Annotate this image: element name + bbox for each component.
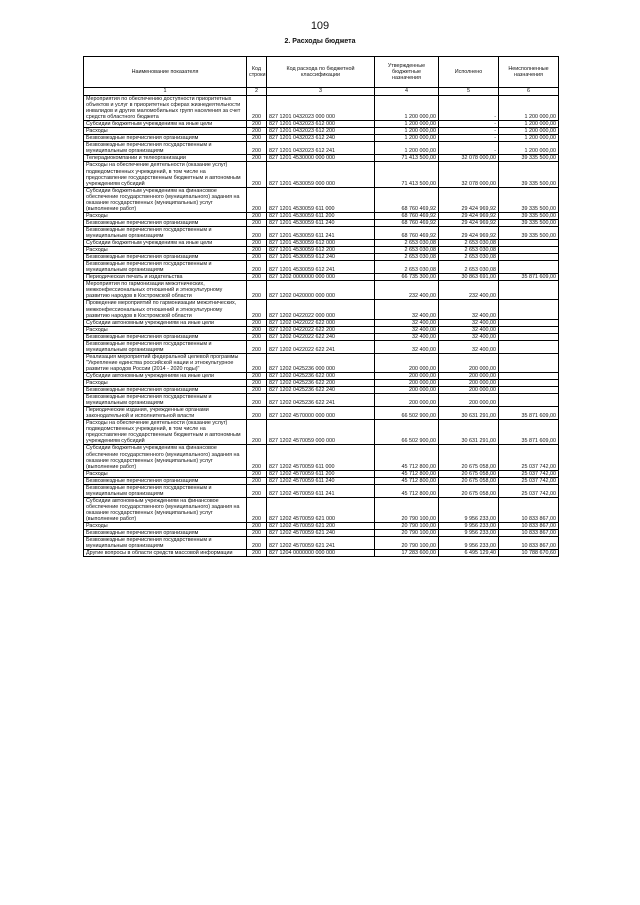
row-name-cell: Периодическая печать и издательства xyxy=(84,274,247,281)
row-approved-cell: 32 400,00 xyxy=(375,333,439,340)
row-unexecuted-cell: 35 871 609,00 xyxy=(499,407,559,420)
row-name-cell: Субсидии бюджетным учреждениям на иные цели xyxy=(84,240,247,247)
row-name-cell: Безвозмездные перечисления организациям xyxy=(84,530,247,537)
row-kbk-cell: 827 1202 0422022 622 241 xyxy=(267,340,375,353)
row-executed-cell: 32 400,00 xyxy=(439,300,499,319)
row-unexecuted-cell: 10 788 670,60 xyxy=(499,550,559,557)
row-name-cell: Расходы xyxy=(84,380,247,387)
row-name-cell: Расходы на обеспечение деятельности (оказание услуг) подведомственных учреждений, в том числе на предоставление государственным бюджетным и автономным учреждениям субсидий xyxy=(84,162,247,187)
row-approved-cell: 200 000,00 xyxy=(375,372,439,379)
row-executed-cell: 2 653 030,08 xyxy=(439,254,499,261)
row-approved-cell: 71 413 500,00 xyxy=(375,155,439,162)
row-name-cell: Безвозмездные перечисления организациям xyxy=(84,387,247,394)
row-kbk-cell: 827 1202 4570059 621 200 xyxy=(267,523,375,530)
col-header-name: Наименование показателя xyxy=(84,57,247,88)
row-unexecuted-cell: 10 833 867,00 xyxy=(499,530,559,537)
row-unexecuted-cell xyxy=(499,340,559,353)
table-row xyxy=(84,326,559,333)
row-unexecuted-cell xyxy=(499,353,559,372)
row-name-cell: Мероприятия по гармонизации межэтнических, межконфессиональных отношений и этнокультурному развитию народов в Костромской области xyxy=(84,281,247,300)
table-row xyxy=(84,353,559,372)
col-number: 6 xyxy=(499,88,559,96)
table-row xyxy=(84,300,559,319)
row-name-cell: Безвозмездные перечисления государственным и муниципальным организациям xyxy=(84,340,247,353)
row-unexecuted-cell: 1 200 000,00 xyxy=(499,135,559,142)
row-executed-cell: 20 675 058,00 xyxy=(439,470,499,477)
row-executed-cell: 30 631 291,00 xyxy=(439,407,499,420)
row-executed-cell: 32 400,00 xyxy=(439,326,499,333)
row-approved-cell: 20 790 100,00 xyxy=(375,530,439,537)
row-executed-cell: 9 956 233,00 xyxy=(439,537,499,550)
row-approved-cell: 66 735 300,00 xyxy=(375,274,439,281)
row-kbk-cell: 827 1202 4570059 611 200 xyxy=(267,470,375,477)
row-executed-cell: 2 653 030,08 xyxy=(439,240,499,247)
row-kbk-cell: 827 1201 0432023 612 000 xyxy=(267,121,375,128)
row-kbk-cell: 827 1202 4570059 611 000 xyxy=(267,445,375,470)
row-unexecuted-cell: 39 335 500,00 xyxy=(499,226,559,239)
row-code-cell: 200 xyxy=(247,372,267,379)
row-name-cell: Безвозмездные перечисления государственным и муниципальным организациям xyxy=(84,537,247,550)
table-header-row xyxy=(84,57,559,88)
row-approved-cell: 66 502 900,00 xyxy=(375,407,439,420)
row-executed-cell: 9 956 233,00 xyxy=(439,530,499,537)
col-header-approved: Утвержденные бюджетные назначения xyxy=(375,57,439,88)
section-title: 2. Расходы бюджета xyxy=(284,38,356,45)
col-header-code: Код строки xyxy=(247,57,267,88)
row-unexecuted-cell xyxy=(499,300,559,319)
row-approved-cell: 232 400,00 xyxy=(375,281,439,300)
row-code-cell: 200 xyxy=(247,407,267,420)
row-kbk-cell: 827 1202 4570059 621 241 xyxy=(267,537,375,550)
row-unexecuted-cell: 39 335 500,00 xyxy=(499,212,559,219)
row-name-cell: Проведение мероприятий по гармонизации межэтнических, межконфессиональных отношений и этнокультурному развитию народов в Костромской области xyxy=(84,300,247,319)
row-kbk-cell: 827 1201 4530000 000 000 xyxy=(267,155,375,162)
row-name-cell: Безвозмездные перечисления организациям xyxy=(84,333,247,340)
row-executed-cell: 20 675 058,00 xyxy=(439,445,499,470)
table-row xyxy=(84,319,559,326)
row-unexecuted-cell xyxy=(499,387,559,394)
table-body xyxy=(84,96,559,557)
row-executed-cell: 30 863 691,00 xyxy=(439,274,499,281)
row-unexecuted-cell xyxy=(499,261,559,274)
row-code-cell: 200 xyxy=(247,420,267,445)
row-executed-cell: 232 400,00 xyxy=(439,281,499,300)
row-name-cell: Субсидии бюджетным учреждениям на финансовое обеспечение государственного (муниципального) задания на оказание государственных (муниципальных) услуг (выполнение работ) xyxy=(84,187,247,212)
row-approved-cell: 200 000,00 xyxy=(375,353,439,372)
row-approved-cell: 68 760 469,92 xyxy=(375,212,439,219)
row-kbk-cell: 827 1202 4570059 000 000 xyxy=(267,420,375,445)
row-executed-cell: 2 653 030,08 xyxy=(439,261,499,274)
row-approved-cell: 200 000,00 xyxy=(375,387,439,394)
row-code-cell: 200 xyxy=(247,155,267,162)
row-kbk-cell: 827 1202 0422022 622 000 xyxy=(267,319,375,326)
row-approved-cell: 32 400,00 xyxy=(375,326,439,333)
row-approved-cell: 68 760 469,92 xyxy=(375,219,439,226)
row-unexecuted-cell: 25 037 742,00 xyxy=(499,477,559,484)
row-name-cell: Безвозмездные перечисления организациям xyxy=(84,135,247,142)
col-number: 3 xyxy=(267,88,375,96)
row-executed-cell: 20 675 058,00 xyxy=(439,484,499,497)
col-header-kbk: Код расхода по бюджетной классификации xyxy=(267,57,375,88)
row-unexecuted-cell: 35 871 609,00 xyxy=(499,274,559,281)
row-kbk-cell: 827 1202 4570000 000 000 xyxy=(267,407,375,420)
row-kbk-cell: 827 1202 0425236 622 000 xyxy=(267,372,375,379)
table-row xyxy=(84,420,559,445)
row-approved-cell: 2 653 030,08 xyxy=(375,240,439,247)
row-name-cell: Безвозмездные перечисления организациям xyxy=(84,219,247,226)
row-executed-cell: 9 956 233,00 xyxy=(439,497,499,522)
row-kbk-cell: 827 1201 0432023 612 240 xyxy=(267,135,375,142)
table-row xyxy=(84,407,559,420)
col-header-executed: Исполнено xyxy=(439,57,499,88)
row-code-cell: 200 xyxy=(247,326,267,333)
row-approved-cell: 1 200 000,00 xyxy=(375,96,439,121)
col-number: 5 xyxy=(439,88,499,96)
row-executed-cell: 200 000,00 xyxy=(439,394,499,407)
row-unexecuted-cell xyxy=(499,380,559,387)
row-kbk-cell: 827 1202 0000000 000 000 xyxy=(267,274,375,281)
row-executed-cell: 32 078 000,00 xyxy=(439,155,499,162)
row-name-cell: Безвозмездные перечисления государственным и муниципальным организациям xyxy=(84,226,247,239)
row-unexecuted-cell: 39 335 500,00 xyxy=(499,162,559,187)
row-kbk-cell: 827 1202 4570059 621 000 xyxy=(267,497,375,522)
row-kbk-cell: 827 1202 0422022 000 000 xyxy=(267,300,375,319)
row-executed-cell: 29 424 969,92 xyxy=(439,219,499,226)
table-row xyxy=(84,187,559,212)
row-executed-cell: 200 000,00 xyxy=(439,387,499,394)
row-name-cell: Реализация мероприятий федеральной целевой программы "Укрепление единства российской нации и этнокультурное развитие народов России (2014 - 2020 годы)" xyxy=(84,353,247,372)
row-executed-cell: - xyxy=(439,135,499,142)
table-row xyxy=(84,523,559,530)
row-executed-cell: - xyxy=(439,121,499,128)
row-unexecuted-cell xyxy=(499,240,559,247)
row-kbk-cell: 827 1202 4570059 621 240 xyxy=(267,530,375,537)
row-unexecuted-cell xyxy=(499,254,559,261)
row-kbk-cell: 827 1201 0432023 612 200 xyxy=(267,128,375,135)
row-unexecuted-cell: 1 200 000,00 xyxy=(499,121,559,128)
row-code-cell: 200 xyxy=(247,550,267,557)
row-name-cell: Безвозмездные перечисления государственным и муниципальным организациям xyxy=(84,484,247,497)
row-name-cell: Расходы xyxy=(84,523,247,530)
row-approved-cell: 32 400,00 xyxy=(375,340,439,353)
row-kbk-cell: 827 1201 4530059 000 000 xyxy=(267,162,375,187)
row-unexecuted-cell: 35 871 609,00 xyxy=(499,420,559,445)
row-approved-cell: 20 790 100,00 xyxy=(375,497,439,522)
row-code-cell: 200 xyxy=(247,340,267,353)
row-code-cell: 200 xyxy=(247,240,267,247)
table-row xyxy=(84,135,559,142)
row-code-cell: 200 xyxy=(247,261,267,274)
row-kbk-cell: 827 1201 4530059 611 000 xyxy=(267,187,375,212)
row-kbk-cell: 827 1202 0425236 622 241 xyxy=(267,394,375,407)
row-code-cell: 200 xyxy=(247,394,267,407)
row-kbk-cell: 827 1202 0425236 622 240 xyxy=(267,387,375,394)
col-number: 2 xyxy=(247,88,267,96)
row-name-cell: Расходы xyxy=(84,470,247,477)
table-row xyxy=(84,470,559,477)
row-approved-cell: 1 200 000,00 xyxy=(375,121,439,128)
row-kbk-cell: 827 1201 0432023 612 241 xyxy=(267,142,375,155)
row-name-cell: Расходы xyxy=(84,128,247,135)
row-unexecuted-cell: 10 833 867,00 xyxy=(499,523,559,530)
row-approved-cell: 200 000,00 xyxy=(375,394,439,407)
row-kbk-cell: 827 1201 4530059 612 200 xyxy=(267,247,375,254)
row-executed-cell: - xyxy=(439,96,499,121)
row-code-cell: 200 xyxy=(247,121,267,128)
row-unexecuted-cell: 25 037 742,00 xyxy=(499,470,559,477)
row-code-cell: 200 xyxy=(247,142,267,155)
row-executed-cell: 29 424 969,92 xyxy=(439,212,499,219)
row-code-cell: 200 xyxy=(247,300,267,319)
row-name-cell: Другие вопросы в области средств массовой информации xyxy=(84,550,247,557)
row-name-cell: Расходы на обеспечение деятельности (оказание услуг) подведомственных учреждений, в том числе на предоставление государственным бюджетным и автономным учреждениям субсидий xyxy=(84,420,247,445)
row-approved-cell: 2 653 030,08 xyxy=(375,261,439,274)
table-row xyxy=(84,484,559,497)
row-kbk-cell: 827 1202 0422022 622 240 xyxy=(267,333,375,340)
row-code-cell: 200 xyxy=(247,281,267,300)
row-name-cell: Расходы xyxy=(84,326,247,333)
row-unexecuted-cell xyxy=(499,319,559,326)
row-code-cell: 200 xyxy=(247,96,267,121)
table-row xyxy=(84,550,559,557)
row-executed-cell: 29 424 969,92 xyxy=(439,226,499,239)
row-code-cell: 200 xyxy=(247,353,267,372)
row-executed-cell: 32 078 000,00 xyxy=(439,162,499,187)
row-kbk-cell: 827 1201 4530059 611 200 xyxy=(267,212,375,219)
row-kbk-cell: 827 1201 4530059 612 241 xyxy=(267,261,375,274)
row-executed-cell: 200 000,00 xyxy=(439,380,499,387)
table-row xyxy=(84,274,559,281)
row-name-cell: Субсидии бюджетным учреждениям на иные цели xyxy=(84,121,247,128)
row-unexecuted-cell: 25 037 742,00 xyxy=(499,484,559,497)
table-row xyxy=(84,497,559,522)
row-name-cell: Безвозмездные перечисления организациям xyxy=(84,477,247,484)
row-code-cell: 200 xyxy=(247,387,267,394)
row-approved-cell: 20 790 100,00 xyxy=(375,523,439,530)
table-row xyxy=(84,530,559,537)
table-row xyxy=(84,537,559,550)
page-number: 109 xyxy=(310,20,330,32)
row-kbk-cell: 827 1202 4570059 611 241 xyxy=(267,484,375,497)
row-code-cell: 200 xyxy=(247,219,267,226)
row-kbk-cell: 827 1201 4530059 612 000 xyxy=(267,240,375,247)
row-unexecuted-cell: 25 037 742,00 xyxy=(499,445,559,470)
table-row xyxy=(84,281,559,300)
row-executed-cell: 20 675 058,00 xyxy=(439,477,499,484)
row-approved-cell: 17 283 600,00 xyxy=(375,550,439,557)
row-unexecuted-cell: 1 200 000,00 xyxy=(499,96,559,121)
row-kbk-cell: 827 1202 0422022 622 200 xyxy=(267,326,375,333)
row-executed-cell: 200 000,00 xyxy=(439,372,499,379)
table-row xyxy=(84,162,559,187)
row-executed-cell: - xyxy=(439,128,499,135)
row-name-cell: Расходы xyxy=(84,247,247,254)
row-kbk-cell: 827 1204 0000000 000 000 xyxy=(267,550,375,557)
table-row xyxy=(84,142,559,155)
table-row xyxy=(84,247,559,254)
table-row xyxy=(84,333,559,340)
row-kbk-cell: 827 1201 4530059 611 241 xyxy=(267,226,375,239)
row-unexecuted-cell xyxy=(499,333,559,340)
row-code-cell: 200 xyxy=(247,274,267,281)
table-row xyxy=(84,261,559,274)
row-unexecuted-cell: 10 833 867,00 xyxy=(499,537,559,550)
row-unexecuted-cell: 1 200 000,00 xyxy=(499,142,559,155)
row-executed-cell: 32 400,00 xyxy=(439,319,499,326)
table-row xyxy=(84,128,559,135)
row-executed-cell: 200 000,00 xyxy=(439,353,499,372)
table-row xyxy=(84,394,559,407)
budget-expenses-table xyxy=(83,56,559,557)
row-unexecuted-cell: 10 833 867,00 xyxy=(499,497,559,522)
row-code-cell: 200 xyxy=(247,470,267,477)
row-unexecuted-cell: 39 335 500,00 xyxy=(499,219,559,226)
col-number: 1 xyxy=(84,88,247,96)
row-approved-cell: 45 712 800,00 xyxy=(375,470,439,477)
row-code-cell: 200 xyxy=(247,537,267,550)
row-kbk-cell: 827 1202 0420000 000 000 xyxy=(267,281,375,300)
row-approved-cell: 20 790 100,00 xyxy=(375,537,439,550)
row-code-cell: 200 xyxy=(247,135,267,142)
row-approved-cell: 71 413 500,00 xyxy=(375,162,439,187)
row-name-cell: Безвозмездные перечисления государственным и муниципальным организациям xyxy=(84,142,247,155)
row-code-cell: 200 xyxy=(247,162,267,187)
row-approved-cell: 45 712 800,00 xyxy=(375,484,439,497)
row-code-cell: 200 xyxy=(247,477,267,484)
row-name-cell: Безвозмездные перечисления организациям xyxy=(84,254,247,261)
row-name-cell: Субсидии автономным учреждениям на финансовое обеспечение государственного (муниципального) задания на оказание государственных (муниципальных) услуг (выполнение работ) xyxy=(84,497,247,522)
row-name-cell: Субсидии автономным учреждениям на иные цели xyxy=(84,372,247,379)
column-number-row xyxy=(84,88,559,96)
table-row xyxy=(84,240,559,247)
row-kbk-cell: 827 1202 0425236 622 200 xyxy=(267,380,375,387)
row-executed-cell: - xyxy=(439,142,499,155)
row-approved-cell: 32 400,00 xyxy=(375,300,439,319)
row-approved-cell: 32 400,00 xyxy=(375,319,439,326)
row-kbk-cell: 827 1202 0425236 000 000 xyxy=(267,353,375,372)
row-code-cell: 200 xyxy=(247,445,267,470)
table-row xyxy=(84,226,559,239)
row-unexecuted-cell xyxy=(499,394,559,407)
row-unexecuted-cell: 39 335 500,00 xyxy=(499,187,559,212)
row-kbk-cell: 827 1201 4530059 611 240 xyxy=(267,219,375,226)
row-code-cell: 200 xyxy=(247,484,267,497)
table-row xyxy=(84,372,559,379)
row-approved-cell: 68 760 469,92 xyxy=(375,226,439,239)
row-name-cell: Безвозмездные перечисления государственным и муниципальным организациям xyxy=(84,261,247,274)
row-code-cell: 200 xyxy=(247,380,267,387)
row-unexecuted-cell xyxy=(499,326,559,333)
row-code-cell: 200 xyxy=(247,530,267,537)
table-row xyxy=(84,477,559,484)
row-name-cell: Субсидии автономным учреждениям на иные цели xyxy=(84,319,247,326)
row-code-cell: 200 xyxy=(247,497,267,522)
row-name-cell: Телерадиокомпании и телеорганизации xyxy=(84,155,247,162)
table-row xyxy=(84,387,559,394)
row-unexecuted-cell: 39 335 500,00 xyxy=(499,155,559,162)
row-unexecuted-cell xyxy=(499,281,559,300)
row-executed-cell: 9 956 233,00 xyxy=(439,523,499,530)
row-name-cell: Безвозмездные перечисления государственным и муниципальным организациям xyxy=(84,394,247,407)
row-code-cell: 200 xyxy=(247,187,267,212)
table-row xyxy=(84,340,559,353)
row-approved-cell: 2 653 030,08 xyxy=(375,247,439,254)
row-executed-cell: 29 424 969,92 xyxy=(439,187,499,212)
row-approved-cell: 1 200 000,00 xyxy=(375,135,439,142)
row-code-cell: 200 xyxy=(247,212,267,219)
row-approved-cell: 1 200 000,00 xyxy=(375,128,439,135)
row-name-cell: Периодические издания, учрежденные органами законодательной и исполнительной власти xyxy=(84,407,247,420)
table-row xyxy=(84,445,559,470)
row-name-cell: Расходы xyxy=(84,212,247,219)
col-number: 4 xyxy=(375,88,439,96)
table-row xyxy=(84,121,559,128)
row-approved-cell: 45 712 800,00 xyxy=(375,477,439,484)
row-executed-cell: 32 400,00 xyxy=(439,340,499,353)
row-kbk-cell: 827 1201 0432023 000 000 xyxy=(267,96,375,121)
row-kbk-cell: 827 1202 4570059 611 240 xyxy=(267,477,375,484)
row-name-cell: Субсидии бюджетным учреждениям на финансовое обеспечение государственного (муниципального) задания на оказание государственных (муниципальных) услуг (выполнение работ) xyxy=(84,445,247,470)
row-unexecuted-cell xyxy=(499,247,559,254)
row-kbk-cell: 827 1201 4530059 612 240 xyxy=(267,254,375,261)
row-code-cell: 200 xyxy=(247,319,267,326)
row-code-cell: 200 xyxy=(247,523,267,530)
table-row xyxy=(84,155,559,162)
row-unexecuted-cell: 1 200 000,00 xyxy=(499,128,559,135)
table-row xyxy=(84,219,559,226)
row-executed-cell: 30 631 291,00 xyxy=(439,420,499,445)
row-executed-cell: 2 653 030,08 xyxy=(439,247,499,254)
row-executed-cell: 6 495 129,40 xyxy=(439,550,499,557)
row-approved-cell: 68 760 469,92 xyxy=(375,187,439,212)
row-approved-cell: 2 653 030,08 xyxy=(375,254,439,261)
row-code-cell: 200 xyxy=(247,128,267,135)
row-code-cell: 200 xyxy=(247,226,267,239)
row-unexecuted-cell xyxy=(499,372,559,379)
col-header-unexecuted: Неисполненные назначения xyxy=(499,57,559,88)
row-name-cell: Мероприятия по обеспечению доступности приоритетных объектов и услуг в приоритетных сферах жизнедеятельности инвалидов и других маломобильных групп населения за счет средств областного бюджета xyxy=(84,96,247,121)
row-code-cell: 200 xyxy=(247,254,267,261)
row-approved-cell: 200 000,00 xyxy=(375,380,439,387)
table-row xyxy=(84,380,559,387)
row-code-cell: 200 xyxy=(247,333,267,340)
row-approved-cell: 45 712 800,00 xyxy=(375,445,439,470)
row-executed-cell: 32 400,00 xyxy=(439,333,499,340)
row-approved-cell: 1 200 000,00 xyxy=(375,142,439,155)
table-row xyxy=(84,212,559,219)
row-code-cell: 200 xyxy=(247,247,267,254)
table-row xyxy=(84,96,559,121)
row-approved-cell: 66 502 900,00 xyxy=(375,420,439,445)
table-row xyxy=(84,254,559,261)
